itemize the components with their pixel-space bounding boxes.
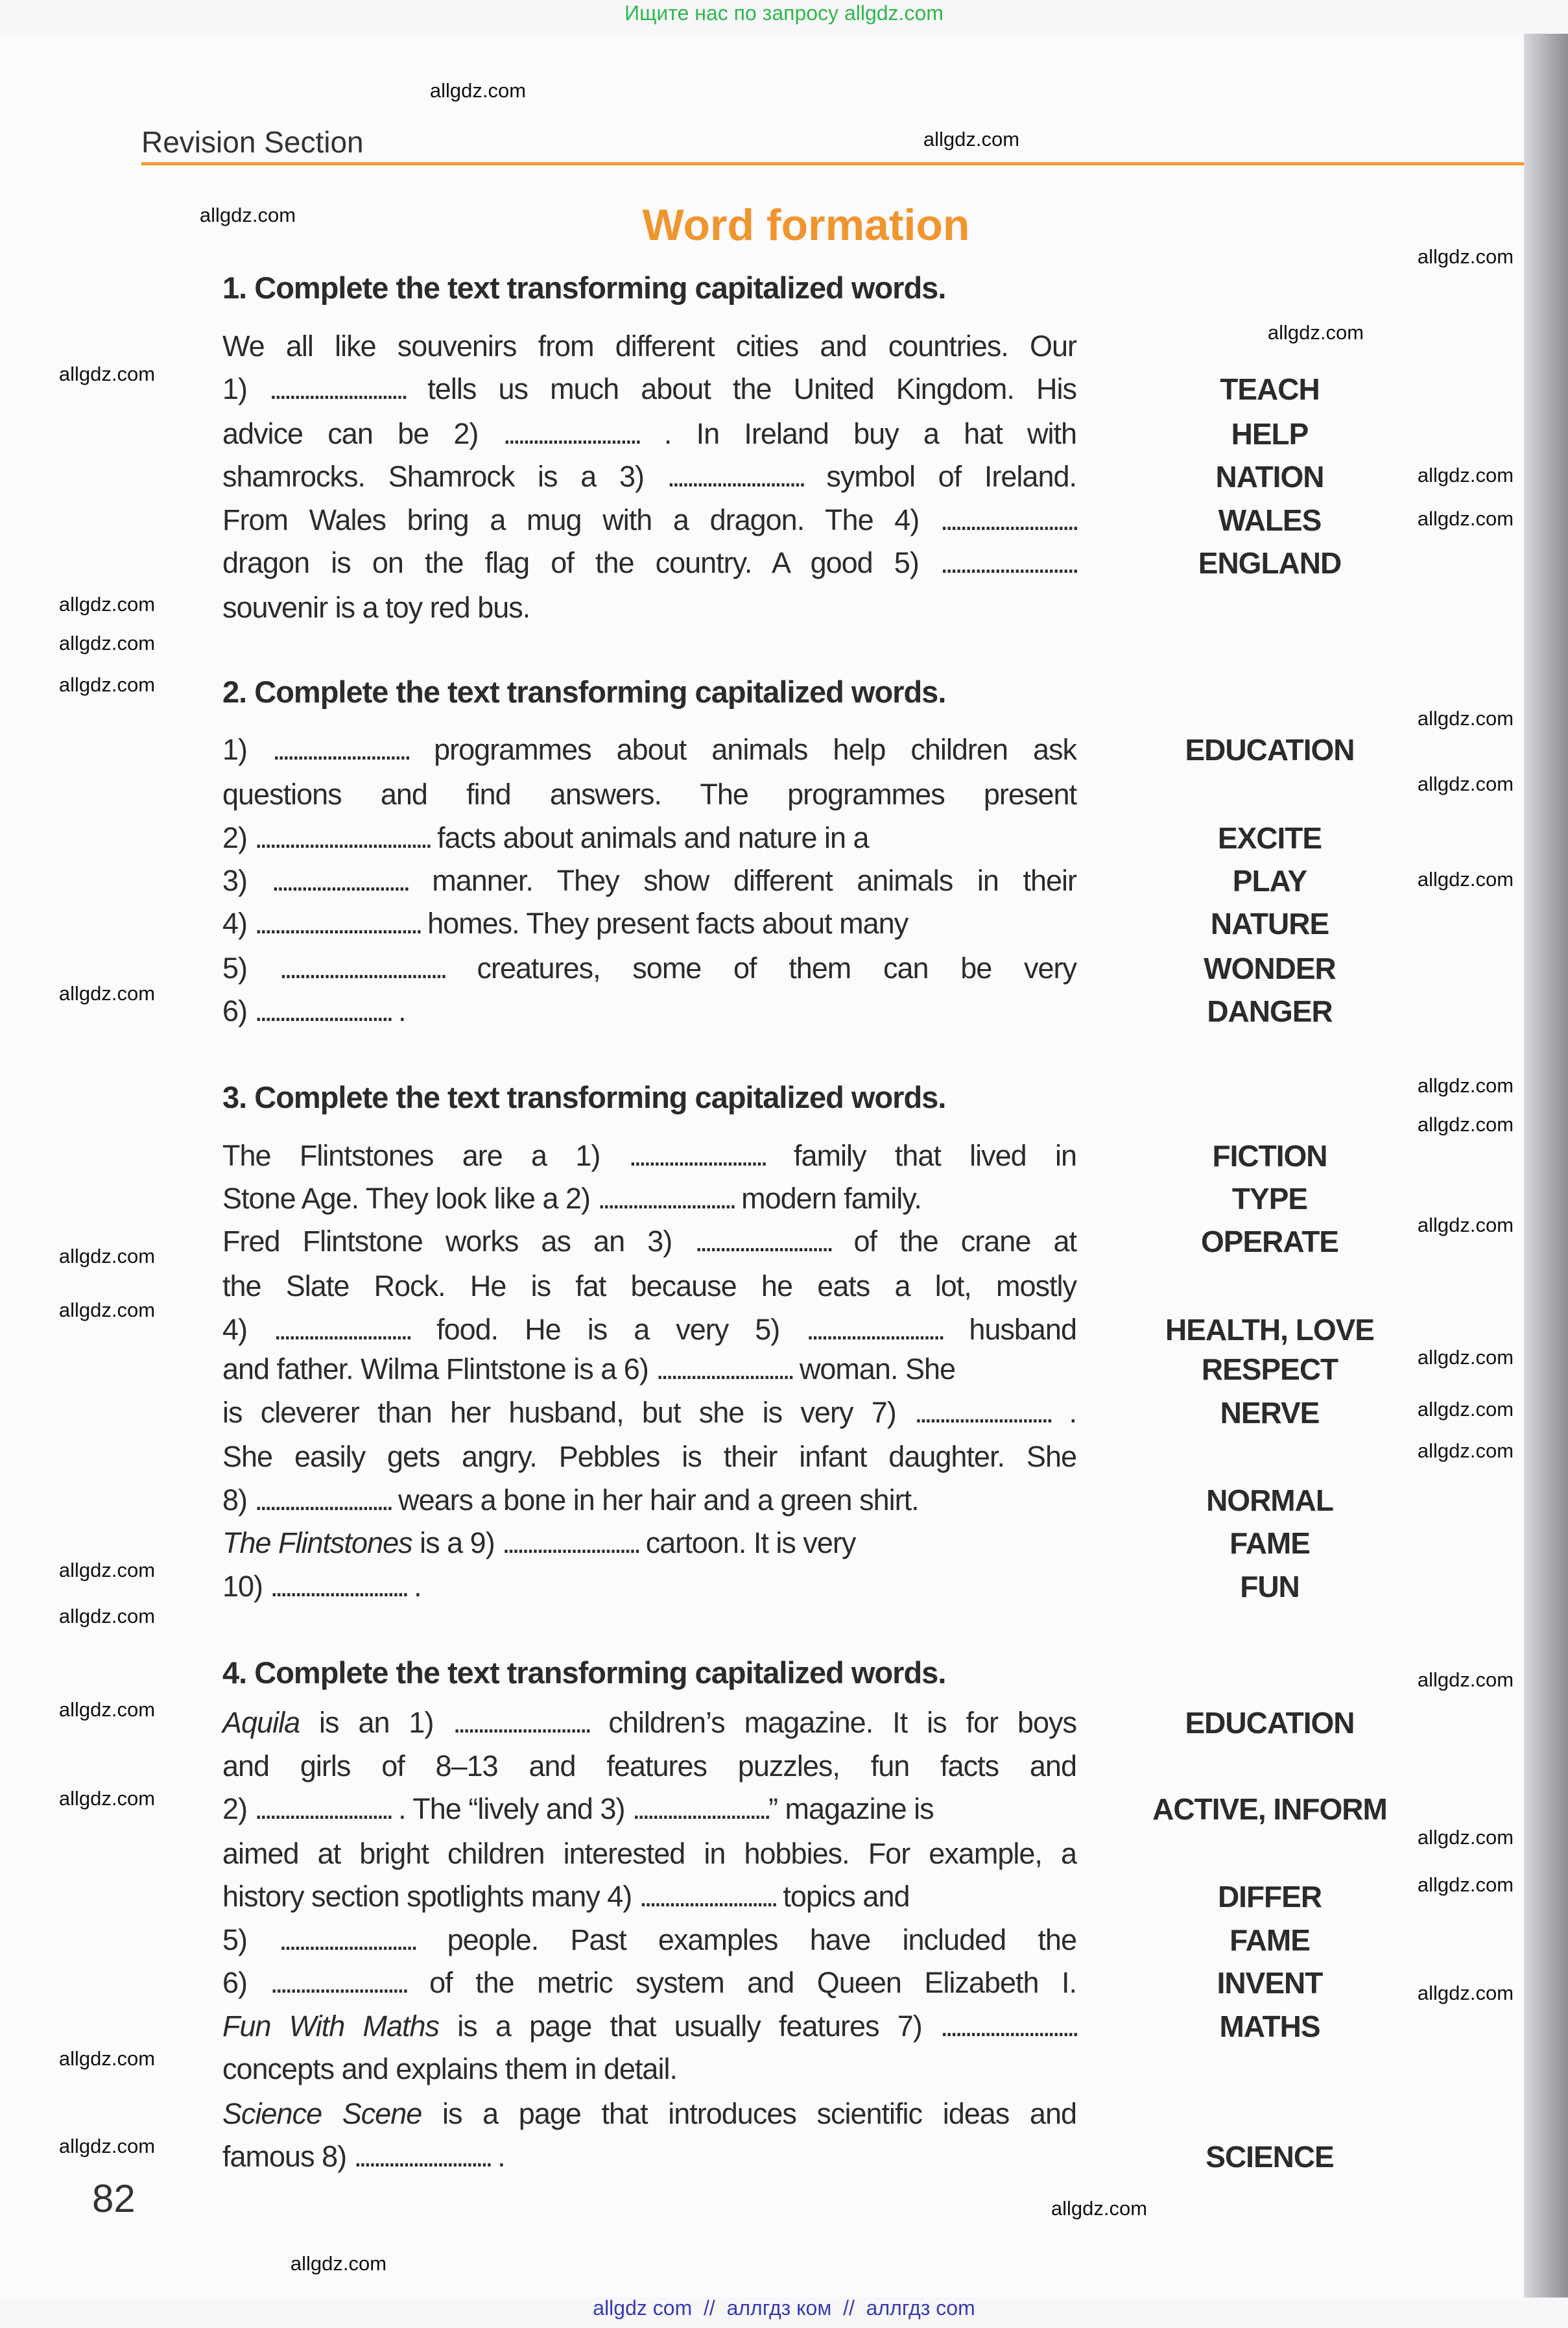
line-text: 8) ............................ wears a bone in her hair and a green shirt. [222,1483,919,1517]
answer-blank: ............................ [656,1352,792,1386]
watermark: allgdz.com [1417,773,1514,795]
capitalized-word: FUN [1240,1570,1300,1603]
line-text: and girls of 8–13 and features puzzles, fun facts and [222,1749,1076,1782]
capitalized-word: HEALTH, LOVE [1165,1313,1374,1347]
line-text: We all like souvenirs from different cities and countries. Our [222,330,1076,363]
text-line [222,416,1076,452]
text-line [222,776,1076,813]
capitalized-word: TYPE [1231,1182,1308,1216]
line-text: 5) .................................. creatures, some of them can be very [222,952,1076,985]
footer-links[interactable]: allgdz com // аллгдз ком // аллгдз com [593,2296,975,2320]
watermark: allgdz.com [1417,1398,1514,1421]
answer-blank: ............................ [353,2140,490,2173]
line-text: From Wales bring a mug with a dragon. The 4) ............................ [222,503,1076,536]
capitalized-word: FAME [1229,1526,1310,1560]
watermark: allgdz.com [1417,1074,1514,1097]
text-line [222,545,1076,581]
answer-blank: .................................. [279,952,445,985]
capitalized-word: NATION [1215,460,1324,494]
text-line [222,2096,1076,2132]
capitalized-word: NERVE [1220,1396,1320,1430]
watermark: allgdz.com [1417,1346,1514,1369]
line-text: Fred Flintstone works as an 3) ............................ of the crane at [222,1225,1076,1258]
watermark: allgdz.com [58,1605,156,1627]
capitalized-word: EDUCATION [1185,1706,1355,1740]
text-line [222,2139,1076,2175]
answer-blank: ............................ [270,1570,407,1603]
watermark: allgdz.com [58,1559,156,1581]
answer-blank: .................................... [254,821,430,854]
text-line [222,590,1076,626]
text-line [222,993,1076,1029]
capitalized-word: FICTION [1212,1139,1327,1173]
answer-blank: ............................ [806,1313,943,1346]
watermark: allgdz.com [58,1245,156,1267]
text-line [222,1395,1076,1431]
text-line [222,1223,1076,1260]
capitalized-word: OPERATE [1201,1225,1338,1258]
watermark: allgdz.com [58,982,156,1005]
line-text: Stone Age. They look like a 2) ............................ modern family. [222,1182,921,1215]
watermark: allgdz.com [923,128,1020,150]
answer-blank: ............................ [632,1792,769,1825]
page-number: 82 [92,2177,136,2220]
line-text: 2) .................................... facts about animals and nature in a [222,821,869,854]
answer-blank: ............................ [502,1526,639,1559]
italic-title: Aquila [222,1706,300,1739]
watermark: allgdz.com [1267,321,1364,344]
watermark: allgdz.com [1417,1113,1514,1136]
answer-blank: ............................ [272,733,409,766]
top-search-note[interactable]: Ищите нас по запросу allgdz.com [624,1,944,25]
watermark: allgdz.com [1417,1668,1514,1691]
watermark: allgdz.com [1417,1982,1514,2004]
exercise-heading: 3. Complete the text transforming capitalized words. [222,1080,946,1114]
line-text: is a 9) ............................ cartoon. It is very [412,1526,856,1559]
answer-blank: ............................ [270,1966,407,1999]
text-line [222,732,1076,768]
answer-blank: ............................ [940,546,1076,579]
line-text: The Flintstones are a 1) ............................ family that lived in [222,1139,1076,1172]
page-title: Word formation [642,200,970,250]
watermark: allgdz.com [1417,507,1514,530]
line-text: dragon is on the flag of the country. A good 5) ............................ [222,546,1076,579]
text-line [222,863,1076,899]
line-text: souvenir is a toy red bus. [222,591,530,624]
watermark: allgdz.com [1417,245,1514,268]
text-line [222,1791,1076,1827]
answer-blank: ............................ [597,1182,734,1215]
text-line [222,1748,1076,1784]
line-text: questions and find answers. The programmes present [222,778,1076,811]
line-text: advice can be 2) ............................ . In Ireland buy a hat with [222,417,1076,450]
capitalized-word: WALES [1218,503,1322,537]
text-line [222,1878,1076,1915]
text-line [222,1568,1076,1605]
text-line [222,328,1076,365]
line-text: aimed at bright children interested in hobbies. For example, a [222,1837,1076,1870]
text-line [222,502,1076,538]
capitalized-word: INVENT [1217,1966,1323,2000]
text-line [222,1138,1076,1174]
watermark: allgdz.com [429,79,527,102]
watermark: allgdz.com [58,673,156,696]
text-line [222,950,1076,987]
line-text: shamrocks. Shamrock is a 3) ............................ symbol of Ireland. [222,460,1076,493]
capitalized-word: MATHS [1219,2010,1320,2043]
watermark: allgdz.com [1417,464,1514,486]
line-text: 1) ............................ tells us much about the United Kingdom. His [222,372,1076,405]
line-text: 5) ............................ people. Past examples have included the [222,1923,1076,1956]
capitalized-word: TEACH [1220,372,1320,406]
watermark: allgdz.com [290,2252,387,2275]
text-line [222,1268,1076,1304]
answer-blank: ............................ [940,2010,1076,2043]
line-text: is an 1) ............................ children’s magazine. It is for boys [300,1706,1076,1739]
line-text: 4) .................................. homes. They present facts about many [222,907,909,940]
answer-blank: ............................ [695,1225,831,1258]
line-text: She easily gets angry. Pebbles is their infant daughter. She [222,1440,1076,1473]
capitalized-word: PLAY [1232,864,1307,898]
text-line [222,1351,1076,1387]
answer-blank: ............................ [628,1139,765,1172]
capitalized-word: WONDER [1204,952,1336,985]
capitalized-word: NATURE [1210,907,1329,941]
line-text: 4) ............................ food. He is a very 5) ............................ husband [222,1313,1076,1346]
exercise-heading: 4. Complete the text transforming capitalized words. [222,1655,946,1690]
watermark: allgdz.com [58,1299,156,1321]
line-text: 2) ............................ . The “lively and 3) ............................” magazine is [222,1792,934,1825]
capitalized-word: SCIENCE [1206,2140,1334,2174]
answer-blank: ............................ [274,1313,410,1346]
capitalized-word: HELP [1231,417,1309,451]
line-text: is a page that introduces scientific ideas and [422,2097,1076,2130]
line-text: is cleverer than her husband, but she is very 7) ............................ . [222,1396,1076,1429]
watermark: allgdz.com [1417,1214,1514,1236]
header-divider [141,162,1524,165]
answer-blank: .................................. [254,907,420,940]
watermark: allgdz.com [58,1698,156,1721]
section-label: Revision Section [141,125,364,159]
page-edge-shadow [1524,34,1568,2298]
capitalized-word: DANGER [1207,994,1333,1028]
answer-blank: ............................ [940,503,1076,536]
text-line [222,2051,1076,2087]
text-line [222,1836,1076,1872]
answer-blank: ............................ [453,1706,589,1739]
answer-blank: ............................ [271,864,408,897]
capitalized-word: NORMAL [1206,1483,1333,1517]
line-text: concepts and explains them in detail. [222,2052,677,2085]
capitalized-word: EXCITE [1217,821,1322,855]
answer-blank: ............................ [503,417,639,450]
watermark: allgdz.com [58,593,156,616]
line-text: famous 8) ............................ . [222,2140,505,2173]
text-line [222,1965,1076,2001]
text-line [222,1922,1076,1958]
line-text: and father. Wilma Flintstone is a 6) ............................ woman. She [222,1352,956,1386]
answer-blank: ............................ [269,372,406,405]
text-line [222,2008,1076,2045]
watermark: allgdz.com [1417,1826,1514,1849]
line-text: 6) ............................ of the metric system and Queen Elizabeth I. [222,1966,1076,1999]
capitalized-word: ENGLAND [1198,546,1342,580]
italic-title: Fun With Maths [222,2010,440,2043]
capitalized-word: EDUCATION [1185,733,1355,767]
capitalized-word: FAME [1229,1923,1310,1957]
text-line [222,371,1076,407]
text-line [222,1482,1076,1518]
line-text: 1) ............................ programmes about animals help children ask [222,733,1076,766]
line-text: history section spotlights many 4) ............................ topics and [222,1880,910,1913]
watermark: allgdz.com [1417,707,1514,730]
answer-blank: ............................ [254,1792,391,1825]
watermark: allgdz.com [1417,868,1514,891]
text-line [222,820,1076,856]
italic-title: The Flintstones [222,1526,412,1559]
text-line [222,906,1076,942]
line-text: is a page that usually features 7) ............................ [439,2010,1076,2043]
watermark: allgdz.com [58,1787,156,1810]
watermark: allgdz.com [1051,2197,1148,2220]
capitalized-word: DIFFER [1217,1880,1322,1914]
answer-blank: ............................ [667,460,803,493]
line-text: 6) ............................ . [222,994,406,1027]
answer-blank: ............................ [914,1396,1051,1429]
watermark: allgdz.com [1417,1873,1514,1896]
watermark: allgdz.com [58,632,156,654]
exercise-heading: 1. Complete the text transforming capitalized words. [222,270,946,305]
capitalized-word: ACTIVE, INFORM [1152,1792,1387,1826]
line-text: 3) ............................ manner. They show different animals in their [222,864,1076,897]
text-line [222,1312,1076,1348]
text-line [222,1439,1076,1475]
answer-blank: ............................ [279,1923,416,1956]
line-text: 10) ............................ . [222,1570,422,1603]
line-text: the Slate Rock. He is fat because he eats a lot, mostly [222,1269,1076,1302]
text-line [222,1181,1076,1217]
capitalized-word: RESPECT [1201,1352,1338,1386]
italic-title: Science Scene [222,2097,422,2130]
text-line [222,1525,1076,1561]
exercise-heading: 2. Complete the text transforming capitalized words. [222,675,946,709]
text-line [222,1705,1076,1741]
watermark: allgdz.com [58,2047,156,2070]
answer-blank: ............................ [254,1483,391,1517]
watermark: allgdz.com [58,2135,156,2157]
text-line [222,459,1076,495]
watermark: allgdz.com [1417,1439,1514,1462]
watermark: allgdz.com [58,363,156,385]
answer-blank: ............................ [639,1880,776,1913]
watermark: allgdz.com [199,204,296,226]
answer-blank: ............................ [254,994,391,1027]
